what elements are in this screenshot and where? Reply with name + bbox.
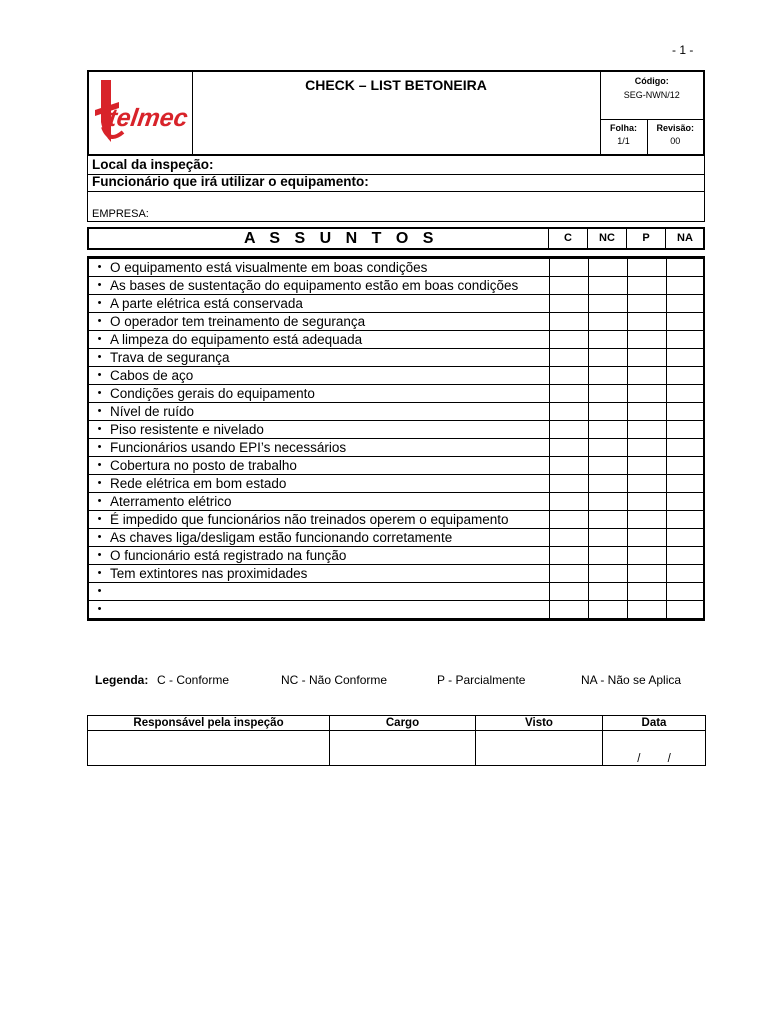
bullet-icon: • [97,477,102,489]
checkbox-na[interactable] [666,385,703,403]
column-c: C [548,229,587,248]
checklist-row [89,403,703,421]
assuntos-title: A S S U N T O S [244,230,439,247]
bullet-icon: • [97,315,102,327]
bullet-icon: • [97,387,102,399]
checkbox-nc[interactable] [588,583,627,601]
checkbox-c[interactable] [549,403,588,421]
local-inspecao-label: Local da inspeção: [92,157,214,172]
document-title: CHECK – LIST BETONEIRA [192,71,600,155]
data-field[interactable]: / / [603,731,706,766]
bullet-icon: • [97,441,102,453]
checklist-item [89,547,549,565]
checklist-item-text: A parte elétrica está conservada [110,296,303,311]
checkbox-p[interactable] [627,511,666,529]
telmec-logo-icon [89,72,189,149]
checklist-row [89,475,703,493]
checkbox-c[interactable] [549,439,588,457]
checklist-item-text: Cabos de aço [110,368,194,383]
bullet-icon: • [97,261,102,273]
checklist-item-text: O funcionário está registrado na função [110,548,347,563]
inspection-info [87,155,705,222]
checklist-row [89,385,703,403]
checklist-item [89,439,549,457]
checklist-item [89,529,549,547]
checklist-item [89,367,549,385]
checklist-item [89,259,549,277]
checklist-item-text: Tem extintores nas proximidades [110,566,308,581]
checklist-row [89,421,703,439]
folha-cell: Folha: 1/1 [600,119,647,155]
visto-field[interactable] [476,731,603,766]
checkbox-nc[interactable] [588,295,627,313]
checkbox-p[interactable] [627,601,666,619]
checkbox-na[interactable] [666,367,703,385]
checklist-item [89,475,549,493]
checkbox-na[interactable] [666,349,703,367]
checklist-row [89,493,703,511]
checklist-item [89,295,549,313]
checkbox-p[interactable] [627,385,666,403]
checkbox-c[interactable] [549,259,588,277]
checkbox-na[interactable] [666,547,703,565]
assuntos-header [87,227,705,250]
legend-na: NA - Não se Aplica [581,673,682,687]
bullet-icon: • [97,459,102,471]
checkbox-na[interactable] [666,421,703,439]
checkbox-c[interactable] [549,475,588,493]
checkbox-p[interactable] [627,259,666,277]
header-cargo: Cargo [330,716,476,731]
checklist-row [89,349,703,367]
checklist-item [89,349,549,367]
empresa-label: EMPRESA: [92,208,149,220]
checkbox-c[interactable] [549,331,588,349]
checkbox-nc[interactable] [588,457,627,475]
checklist-row [89,583,703,601]
column-p: P [626,229,665,248]
checklist-item [89,385,549,403]
bullet-icon: • [97,333,102,345]
checkbox-p[interactable] [627,367,666,385]
checkbox-na[interactable] [666,565,703,583]
checkbox-nc[interactable] [588,277,627,295]
checkbox-nc[interactable] [588,475,627,493]
checkbox-na[interactable] [666,439,703,457]
checklist-item [89,421,549,439]
legend-p: P - Parcialmente [437,673,526,687]
checkbox-na[interactable] [666,511,703,529]
checkbox-p[interactable] [627,313,666,331]
checkbox-nc[interactable] [588,565,627,583]
document-header [87,70,705,156]
checkbox-c[interactable] [549,565,588,583]
bullet-icon: • [97,423,102,435]
bullet-icon: • [97,405,102,417]
checklist-item [89,511,549,529]
checkbox-na[interactable] [666,583,703,601]
checkbox-c[interactable] [549,547,588,565]
bullet-icon: • [97,603,102,615]
checklist-row [89,565,703,583]
checkbox-na[interactable] [666,313,703,331]
checkbox-p[interactable] [627,457,666,475]
checkbox-p[interactable] [627,565,666,583]
legend-c: C - Conforme [157,673,230,687]
cargo-field[interactable] [330,731,476,766]
checkbox-nc[interactable] [588,349,627,367]
checkbox-na[interactable] [666,493,703,511]
legend-nc: NC - Não Conforme [281,673,388,687]
checklist-item [89,601,549,619]
checklist-row [89,259,703,277]
checkbox-c[interactable] [549,511,588,529]
svg-text:telmec: telmec [106,104,189,132]
checkbox-nc[interactable] [588,421,627,439]
checkbox-c[interactable] [549,493,588,511]
checklist-item-text: É impedido que funcionários não treinados operem o equipamento [110,512,509,527]
checkbox-na[interactable] [666,601,703,619]
column-na: NA [665,229,704,248]
checklist-item [89,457,549,475]
bullet-icon: • [97,279,102,291]
checkbox-p[interactable] [627,331,666,349]
checklist-item-text: Condições gerais do equipamento [110,386,315,401]
checkbox-c[interactable] [549,529,588,547]
checkbox-na[interactable] [666,277,703,295]
checklist-item-text: A limpeza do equipamento está adequada [110,332,363,347]
checkbox-nc[interactable] [588,529,627,547]
checkbox-na[interactable] [666,331,703,349]
bullet-icon: • [97,549,102,561]
checklist-item-text: O equipamento está visualmente em boas condições [110,260,428,275]
checklist-table [87,256,705,621]
checklist-row [89,529,703,547]
checklist-row [89,457,703,475]
checklist-row [89,331,703,349]
checkbox-p[interactable] [627,349,666,367]
bullet-icon: • [97,567,102,579]
checklist-item-text: Nível de ruído [110,404,195,419]
checkbox-na[interactable] [666,475,703,493]
codigo-cell: Código: SEG-NWN/12 [600,71,704,119]
company-logo [88,71,192,155]
bullet-icon: • [97,513,102,525]
bullet-icon: • [97,531,102,543]
checklist-row [89,511,703,529]
checklist-item [89,403,549,421]
checkbox-nc[interactable] [588,385,627,403]
checklist-item [89,313,549,331]
checkbox-p[interactable] [627,295,666,313]
checklist-item-text: Rede elétrica em bom estado [110,476,287,491]
column-nc: NC [587,229,626,248]
checklist-item-text: As chaves liga/desligam estão funcionando corretamente [110,530,453,545]
checkbox-na[interactable] [666,457,703,475]
checkbox-nc[interactable] [588,313,627,331]
checklist-row [89,367,703,385]
revisao-cell: Revisão: 00 [647,119,704,155]
checkbox-c[interactable] [549,583,588,601]
checkbox-c[interactable] [549,421,588,439]
checkbox-nc[interactable] [588,493,627,511]
funcionario-label: Funcionário que irá utilizar o equipamento: [92,174,369,189]
checklist-item-text: Piso resistente e nivelado [110,422,264,437]
checkbox-c[interactable] [549,601,588,619]
checkbox-c[interactable] [549,277,588,295]
checkbox-p[interactable] [627,529,666,547]
checklist-item [89,277,549,295]
header-data: Data [603,716,706,731]
checkbox-nc[interactable] [588,547,627,565]
legend-label: Legenda: [95,673,149,687]
bullet-icon: • [97,369,102,381]
checkbox-c[interactable] [549,457,588,475]
checkbox-nc[interactable] [588,403,627,421]
checklist-row [89,439,703,457]
bullet-icon: • [97,495,102,507]
checklist-item-text: Funcionários usando EPI’s necessários [110,440,347,455]
checklist-item-text: O operador tem treinamento de segurança [110,314,366,329]
checkbox-nc[interactable] [588,259,627,277]
signature-table [87,715,705,766]
bullet-icon: • [97,297,102,309]
checkbox-nc[interactable] [588,511,627,529]
checklist-row [89,277,703,295]
checklist-item [89,583,549,601]
checkbox-c[interactable] [549,313,588,331]
checklist-item-text: Trava de segurança [110,350,230,365]
checklist-item [89,565,549,583]
checkbox-na[interactable] [666,403,703,421]
checkbox-nc[interactable] [588,601,627,619]
checkbox-p[interactable] [627,277,666,295]
checkbox-p[interactable] [627,421,666,439]
checklist-item-text: Cobertura no posto de trabalho [110,458,297,473]
checkbox-c[interactable] [549,349,588,367]
checkbox-nc[interactable] [588,439,627,457]
checkbox-c[interactable] [549,385,588,403]
checkbox-c[interactable] [549,295,588,313]
checkbox-p[interactable] [627,475,666,493]
checklist-item [89,493,549,511]
checkbox-nc[interactable] [588,367,627,385]
checklist-row [89,547,703,565]
checkbox-p[interactable] [627,403,666,421]
checkbox-nc[interactable] [588,331,627,349]
checklist-item-text: Aterramento elétrico [110,494,232,509]
bullet-icon: • [97,585,102,597]
checklist-row [89,295,703,313]
checklist-item [89,331,549,349]
header-visto: Visto [476,716,603,731]
checkbox-p[interactable] [627,583,666,601]
bullet-icon: • [97,351,102,363]
header-responsavel: Responsável pela inspeção [88,716,330,731]
checkbox-p[interactable] [627,493,666,511]
checkbox-c[interactable] [549,367,588,385]
checkbox-na[interactable] [666,529,703,547]
checklist-item-text: As bases de sustentação do equipamento estão em boas condições [110,278,519,293]
responsavel-field[interactable] [88,731,330,766]
checkbox-p[interactable] [627,439,666,457]
checkbox-na[interactable] [666,259,703,277]
checklist-row [89,601,703,619]
page-number: - 1 - [672,43,694,57]
checkbox-p[interactable] [627,547,666,565]
checklist-row [89,313,703,331]
checkbox-na[interactable] [666,295,703,313]
